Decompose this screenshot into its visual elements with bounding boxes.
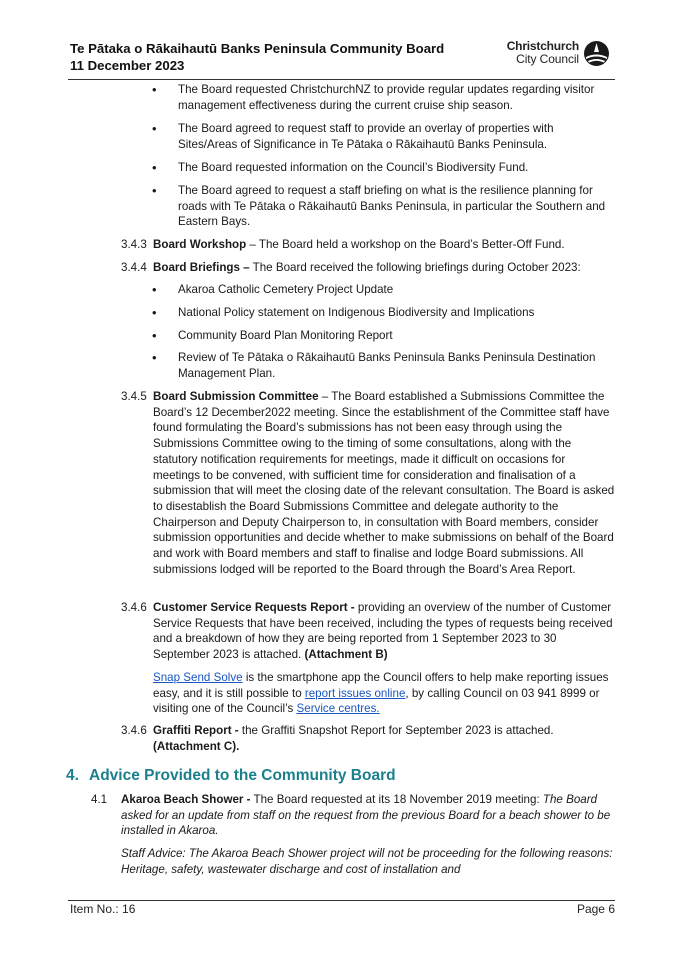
bullet-marker: • xyxy=(152,282,157,297)
item-customer-service-requests: Customer Service Requests Report - providing an overview of the number of Customer Service Requests that have been received, including the types of requests being received and a breakdown of how they are being reported from 1 September 2023 to 30 September 2023 is attached. (Attachment B) xyxy=(153,601,613,662)
footer-item-number: Item No.: 16 xyxy=(70,902,136,916)
list-item: The Board requested information on the Council’s Biodiversity Fund. xyxy=(178,161,529,174)
meeting-title xyxy=(70,40,444,74)
section-number: 4. xyxy=(66,767,79,784)
staff-advice: Staff Advice: The Akaroa Beach Shower project will not be proceeding for the following reasons: Heritage, safety, wastewater discharge and cost of installation and xyxy=(121,847,613,876)
page-header xyxy=(70,40,610,80)
snap-send-solve-paragraph: Snap Send Solve is the smartphone app the Council offers to help make reporting issues easy, and it is still possible to report issues online, by calling Council on 03 941 8999 or visiting one of the Council’s Service centres. xyxy=(153,671,609,716)
list-item: The Board requested ChristchurchNZ to provide regular updates regarding visitor management effectiveness during the current cruise ship season. xyxy=(178,83,595,112)
bullet-marker: • xyxy=(152,121,157,136)
list-item: The Board agreed to request staff to provide an overlay of properties with Sites/Areas of Significance in Te Pātaka o Rākaihautū Banks Peninsula. xyxy=(178,122,554,151)
section-heading: Advice Provided to the Community Board xyxy=(89,767,396,784)
item-number: 3.4.5 xyxy=(121,390,147,403)
item-board-briefings: Board Briefings – The Board received the following briefings during October 2023: xyxy=(153,261,581,274)
list-item: The Board agreed to request a staff briefing on what is the resilience planning for roads with Te Pātaka o Rākaihautū Banks Peninsula, in particular the Southern and Eastern Bays. xyxy=(178,184,606,229)
list-item: Akaroa Catholic Cemetery Project Update xyxy=(178,283,394,296)
item-number: 3.4.6 xyxy=(121,601,147,614)
item-board-workshop: Board Workshop – The Board held a workshop on the Board’s Better-Off Fund. xyxy=(153,238,565,251)
item-graffiti-report: Graffiti Report - the Graffiti Snapshot Report for September 2023 is attached. (Attachment C). xyxy=(153,724,554,753)
list-item: National Policy statement on Indigenous Biodiversity and Implications xyxy=(178,306,535,319)
snap-send-solve-link[interactable]: Snap Send Solve xyxy=(153,671,243,684)
bullet-marker: • xyxy=(152,183,157,198)
item-number: 3.4.3 xyxy=(121,238,147,251)
meeting-title-line1: Te Pātaka o Rākaihautū Banks Peninsula Community Board xyxy=(70,41,445,56)
bullet-marker: • xyxy=(152,305,157,320)
bullet-marker: • xyxy=(152,160,157,175)
header-rule xyxy=(68,79,615,80)
logo-text: Christchurch City Council xyxy=(506,39,579,66)
cathedral-emblem-icon xyxy=(583,40,610,67)
bullet-marker: • xyxy=(152,328,157,343)
list-item: Community Board Plan Monitoring Report xyxy=(178,329,393,342)
meeting-date: 11 December 2023 xyxy=(70,58,185,73)
report-issues-online-link[interactable]: report issues online xyxy=(304,686,406,700)
footer-rule xyxy=(68,900,615,901)
list-item: Review of Te Pātaka o Rākaihautū Banks Peninsula Banks Peninsula Destination Management Plan. xyxy=(178,351,596,380)
bullet-marker: • xyxy=(152,82,157,97)
item-number: 3.4.6 xyxy=(121,724,147,737)
item-board-submission-committee: Board Submission Committee – The Board established a Submissions Committee the Board’s 12 December2022 meeting. Since the establishment of the Committee staff have found formulating the Board’s submissions has not been easy through using the Submissions Committee owing to the timing of some consultations, along with the statutory notification requirements for meetings, made it difficult on occasions for meetings to be convened, with sufficient time for consideration and finalisation of a submission that will meet the closing date of the relevant consultation. The Board is asked to disestablish the Board Submissions Committee and delegate authority to the Chairperson and Deputy Chairperson to, in consultation with Board members, consider submission opportunities and decide whether to make submissions on behalf of the Board and work with Board members and staff to finalise and lodge Board submissions. All submissions lodged will be reported to the Board through the Board’s Area Report. xyxy=(153,390,615,576)
item-akaroa-beach-shower: Akaroa Beach Shower - The Board requested at its 18 November 2019 meeting: The Board asked for an update from staff on the request from the previous Board for a beach shower to be installed in Akaroa. xyxy=(121,793,611,838)
service-centres-link[interactable]: Service centres. xyxy=(296,702,380,716)
footer-page-number: Page 6 xyxy=(576,902,615,916)
bullet-marker: • xyxy=(152,350,157,365)
council-logo xyxy=(502,40,610,72)
item-number: 3.4.4 xyxy=(121,261,147,274)
item-number: 4.1 xyxy=(91,793,108,806)
